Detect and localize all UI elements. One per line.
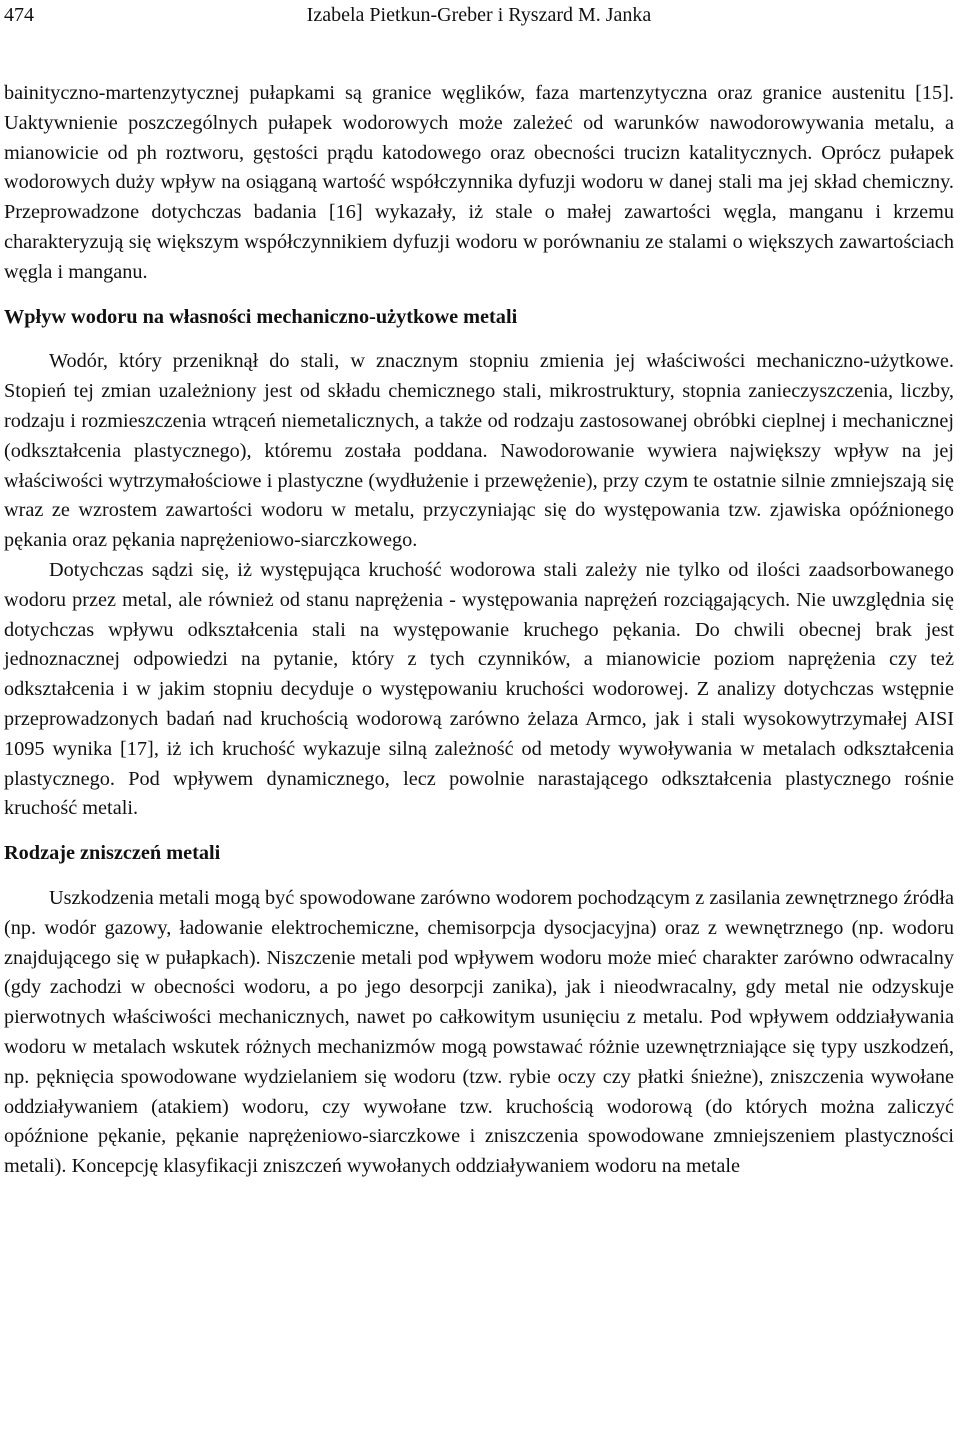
paragraph: Wodór, który przeniknął do stali, w znacznym stopniu zmienia jej właściwości mechaniczno-użytkowe. Stopień tej zmian uzależniony jest od składu chemicznego stali, mikrostruktury, stopnia zanieczyszczenia, liczby, rodzaju i rozmieszczenia wtrąceń niemetalicznych, a także od rodzaju zastosowanej obróbki cieplnej i mechanicznej (odkształcenia plastycznego), któremu została poddana. Nawodorowanie wywiera największy wpływ na jej właściwości wytrzymałościowe i plastyczne (wydłużenie i przewężenie), przy czym te ostatnie silnie zmniejszają się wraz ze wzrostem zawartości wodoru w metalu, przyczyniając się do występowania tzw. zjawiska opóźnionego pękania oraz pękania naprężeniowo-siarczkowego. — [4, 350, 954, 552]
page-header — [4, 0, 954, 30]
running-head: Izabela Pietkun-Greber i Ryszard M. Janka — [306, 4, 652, 26]
section-heading-damage-types: Rodzaje zniszczeń metali — [4, 842, 221, 865]
page-number: 474 — [4, 4, 34, 26]
paragraph: Dotychczas sądzi się, iż występująca kruchość wodorowa stali zależy nie tylko od ilości zaadsorbowanego wodoru przez metal, ale również od stanu naprężenia - występowania naprężeń rozciągających. Nie uwzględnia się dotychczas wpływu odkształcenia stali na występowanie kruchego pękania. Do chwili obecnej brak jest jednoznacznej odpowiedzi na pytanie, który z tych czynników, a mianowicie poziom naprężenia czy też odkształcenia i w jakim stopniu decyduje o występowaniu kruchości wodorowej. Z analizy dotychczas wstępnie przeprowadzonych badań nad kruchością wodorową zarówno żelaza Armco, jak i stali wysokowytrzymałej AISI 1095 wynika [17], iż ich kruchość wykazuje silną zależność od metody wywoływania w metalach odkształcenia plastycznego. Pod wpływem dynamicznego, lecz powolnie narastającego odkształcenia plastycznego rośnie kruchość metali. — [4, 558, 954, 820]
body-text — [4, 79, 954, 1182]
paragraph-continued: bainityczno-martenzytycznej pułapkami są granice węglików, faza martenzytyczna oraz granice austenitu [15]. Uaktywnienie poszczególnych pułapek wodorowych może zależeć od warunków nawodorowywania metalu, a mianowicie od ph roztworu, gęstości prądu katodowego oraz obecności trucizn katalitycznych. Oprócz pułapek wodorowych duży wpływ na osiąganą wartość współczynnika dyfuzji wodoru w danej stali ma jej skład chemiczny. Przeprowadzone dotychczas badania [16] wykazały, iż stale o małej zawartości węgla, manganu i krzemu charakteryzują się większym współczynnikiem dyfuzji wodoru w porównaniu ze stalami o większych zawartościach węgla i manganu. — [4, 82, 954, 283]
section-heading-hydrogen-effect: Wpływ wodoru na własności mechaniczno-użytkowe metali — [4, 305, 518, 328]
paragraph: Uszkodzenia metali mogą być spowodowane zarówno wodorem pochodzącym z zasilania zewnętrznego źródła (np. wodór gazowy, ładowanie elektrochemiczne, chemisorpcja dysocjacyjna) oraz z wewnętrznego (np. wodoru znajdującego się w pułapkach). Niszczenie metali pod wpływem wodoru może mieć charakter zarówno odwracalny (gdy zachodzi w obecności wodoru, a po jego desorpcji zanika), jak i nieodwracalny, gdy metal nie odzyskuje pierwotnych właściwości mechanicznych, nawet po całkowitym usunięciu z metalu. Pod wpływem oddziaływania wodoru w metalach wskutek różnych mechanizmów mogą powstawać różnie uzewnętrzniające się typy uszkodzeń, np. pęknięcia spowodowane wydzielaniem się wodoru (tzw. rybie oczy czy płatki śnieżne), zniszczenia wywołane oddziaływaniem (atakiem) wodoru, czy wywołane tzw. kruchością wodorową (do których można zaliczyć opóźnione pękanie, pękanie naprężeniowo-siarczkowe i zniszczenia spowodowane zmniejszeniem plastyczności metali). Koncepcję klasyfikacji zniszczeń wywołanych oddziaływaniem wodoru na metale — [4, 886, 954, 1178]
